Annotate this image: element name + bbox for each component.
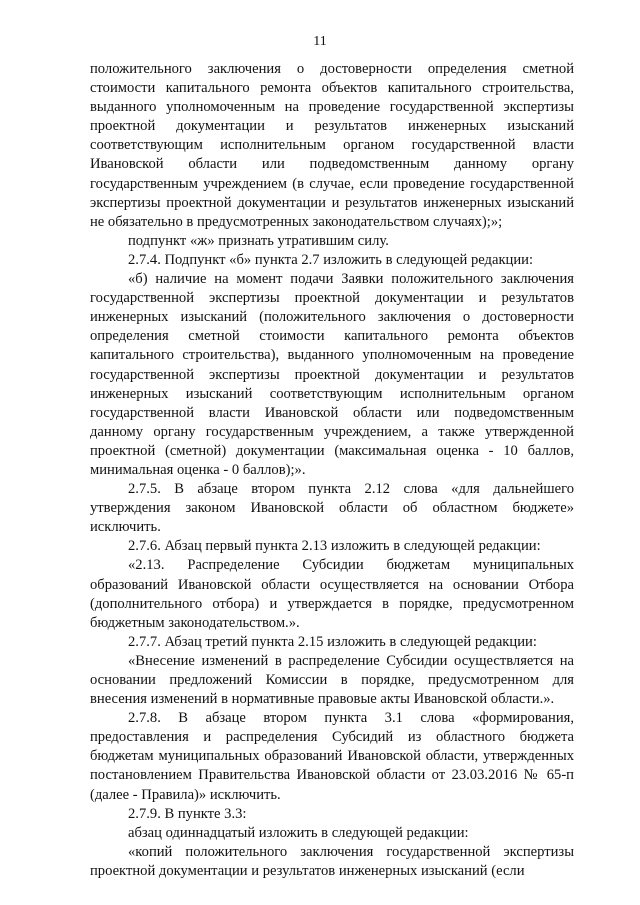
paragraph-10-item-2-7-8: 2.7.8. В абзаце втором пункта 3.1 слова «формирования, предоставления и распределения Субсидий из областного бюджета бюджетам муниципальных образований Ивановской области, утвержденных постановлением Правительства Ивановской области от 23.03.2016 № 65-п (далее - Правила)» исключить. <box>90 710 574 803</box>
paragraph-8-item-2-7-7: 2.7.7. Абзац третий пункта 2.15 изложить в следующей редакции: <box>128 633 537 650</box>
paragraph-3-item-2-7-4: 2.7.4. Подпункт «б» пункта 2.7 изложить в следующей редакции: <box>128 251 534 268</box>
paragraph-9-subsidy-changes: «Внесение изменений в распределение Субсидии осуществляется на основании предложений Комиссии в порядке, предусмотренном для внесения изменений в нормативные правовые акты Ивановской области.». <box>90 652 574 708</box>
paragraph-11-item-2-7-9: 2.7.9. В пункте 3.3: <box>128 805 247 822</box>
page-number: 11 <box>313 34 327 49</box>
paragraph-6-item-2-7-6: 2.7.6. Абзац первый пункта 2.13 изложить в следующей редакции: <box>128 538 541 555</box>
paragraph-12-eleventh-paragraph: абзац одиннадцатый изложить в следующей редакции: <box>128 824 469 841</box>
paragraph-2-subitem-zh: подпункт «ж» признать утратившим силу. <box>128 232 389 249</box>
paragraph-1-continuation: положительного заключения о достоверности определения сметной стоимости капитального ремонта объектов капитального строительства, выданного уполномоченным на проведение государственной экспертизы проектной документации и результатов инженерных изысканий соответствующим исполнительным органом государственной власти Ивановской области или подведомственным данному органу государственным учреждением (в случае, если проведение государственной экспертизы проектной документации и результатов инженерных изысканий не обязательно в предусмотренных законодательством случаях);»; <box>90 61 574 230</box>
paragraph-7-item-2-13: «2.13. Распределение Субсидии бюджетам муниципальных образований Ивановской области осуществляется на основании Отбора (дополнительного отбора) и утверждается в порядке, предусмотренном бюджетным законодательством.». <box>90 557 574 631</box>
document-body <box>90 60 574 881</box>
paragraph-13-copies: «копий положительного заключения государственной экспертизы проектной документации и результатов инженерных изысканий (если <box>90 843 574 879</box>
paragraph-5-item-2-7-5: 2.7.5. В абзаце втором пункта 2.12 слова «для дальнейшего утверждения законом Ивановской области об областном бюджете» исключить. <box>90 481 574 536</box>
paragraph-4-subitem-b: «б) наличие на момент подачи Заявки положительного заключения государственной экспертизы проектной документации и результатов инженерных изысканий (положительного заключения о достоверности определения сметной стоимости капитального ремонта объектов капитального строительства), выданного уполномоченным на проведение государственной экспертизы проектной документации и результатов инженерных изысканий соответствующим исполнительным органом государственной власти Ивановской области или подведомственным данному органу государственным учреждением, а также утвержденной проектной (сметной) документации (максимальная оценка - 10 баллов, минимальная оценка - 0 баллов);». <box>90 271 574 478</box>
